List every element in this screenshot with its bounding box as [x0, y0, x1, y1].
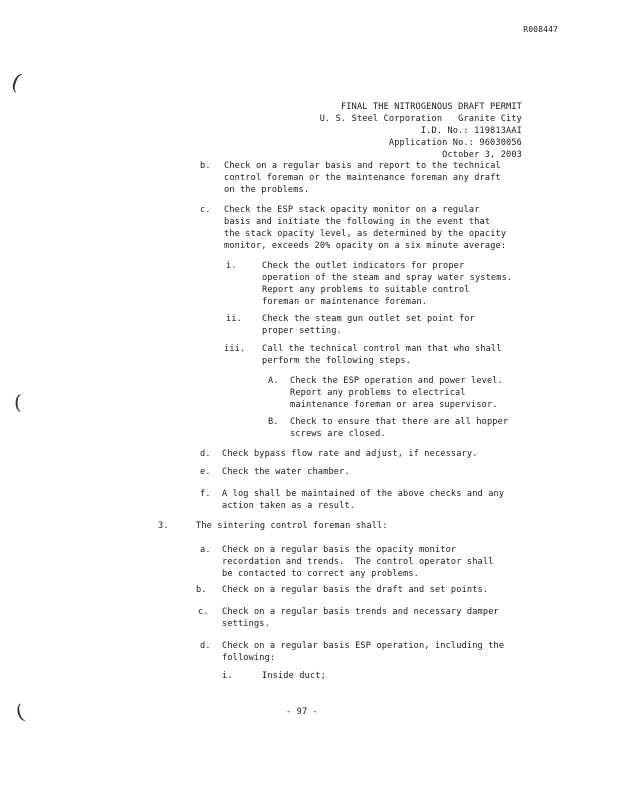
item-b-text: Check on a regular basis and report to the technical control foreman or the maintenance foreman any draft on the problems.	[224, 161, 501, 195]
item-d-text: Check bypass flow rate and adjust, if necessary.	[222, 449, 478, 459]
item-c-iii-b-label: B.	[268, 417, 279, 427]
section-3-label: 3.	[158, 521, 169, 531]
bates-number: R008447	[523, 25, 558, 34]
section-3-b-text: Check on a regular basis the draft and set points.	[222, 585, 489, 595]
item-f-label: f.	[200, 489, 211, 499]
item-b-label: b.	[200, 161, 211, 171]
header-company: U. S. Steel Corporation Granite City	[319, 114, 522, 124]
section-3-a-text: Check on a regular basis the opacity monitor recordation and trends. The control operator shall be contacted to correct any problems.	[222, 545, 494, 579]
item-c-i-label: i.	[226, 261, 237, 271]
item-c-text: Check the ESP stack opacity monitor on a regular basis and initiate the following in the event that the stack opacity level, as determined by the opacity monitor, exceeds 20% opacity on a six minute average:	[224, 205, 507, 251]
margin-mark-bottom: (	[13, 699, 27, 725]
item-c-iii-b-text: Check to ensure that there are all hopper screws are closed.	[290, 417, 509, 439]
section-3-d-i-label: i.	[222, 671, 233, 681]
item-c-ii-text: Check the steam gun outlet set point for proper setting.	[262, 314, 475, 336]
margin-mark-top: (	[7, 69, 25, 96]
header-title: FINAL THE NITROGENOUS DRAFT PERMIT	[340, 102, 522, 112]
item-c-iii-a-text: Check the ESP operation and power level. Report any problems to electrical maintenance foreman or area supervisor.	[290, 376, 503, 410]
section-3-c-label: c.	[198, 607, 209, 617]
item-c-ii-label: ii.	[226, 314, 242, 324]
section-3-a-label: a.	[200, 545, 211, 555]
page-number: - 97 -	[286, 707, 318, 717]
header-date: October 3, 2003	[442, 150, 522, 160]
item-e-text: Check the water chamber.	[222, 467, 350, 477]
item-f-text: A log shall be maintained of the above checks and any action taken as a result.	[222, 489, 505, 511]
margin-mark-middle: (	[14, 390, 22, 414]
item-c-i-text: Check the outlet indicators for proper operation of the steam and spray water systems. Report any problems to suitable control foreman or maintenance foreman.	[262, 261, 513, 307]
section-3-d-label: d.	[200, 641, 211, 651]
item-c-iii-label: iii.	[224, 344, 246, 354]
section-3-text: The sintering control foreman shall:	[196, 521, 388, 531]
header-application: Application No.: 96030056	[388, 138, 522, 148]
section-3-b-label: b.	[196, 585, 207, 595]
item-c-iii-text: Call the technical control man that who shall perform the following steps.	[262, 344, 502, 366]
item-c-iii-a-label: A.	[268, 376, 279, 386]
item-c-label: c.	[200, 205, 211, 215]
section-3-d-text: Check on a regular basis ESP operation, including the following:	[222, 641, 505, 663]
section-3-c-text: Check on a regular basis trends and necessary damper settings.	[222, 607, 499, 629]
item-d-label: d.	[200, 449, 211, 459]
item-e-label: e.	[200, 467, 211, 477]
section-3-d-i-text: Inside duct;	[262, 671, 326, 681]
header-id: I.D. No.: 119813AAI	[420, 126, 522, 136]
